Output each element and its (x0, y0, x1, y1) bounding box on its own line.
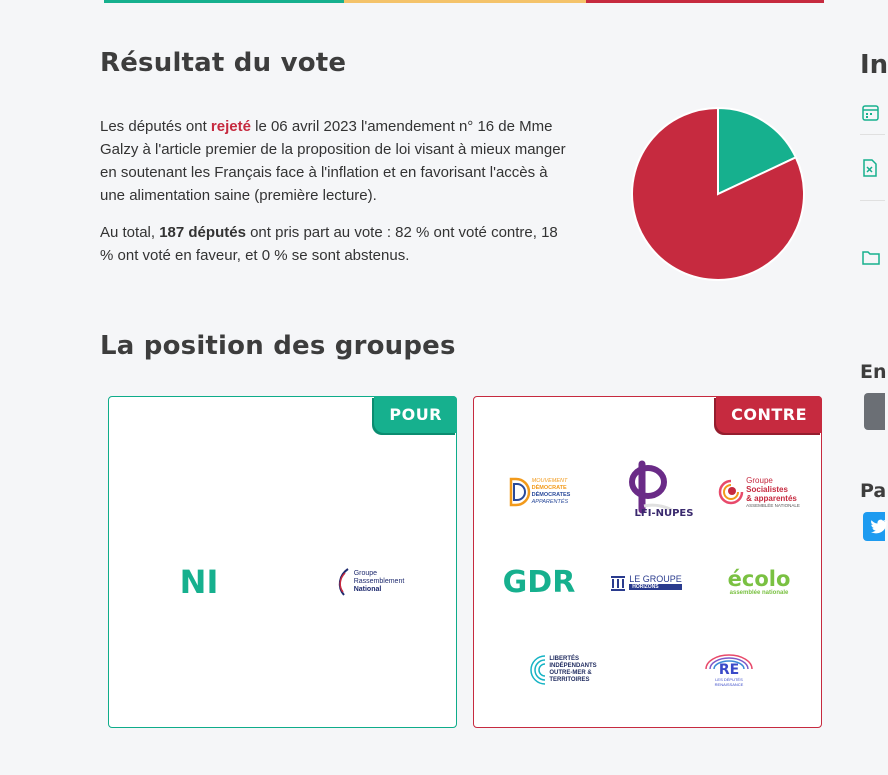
folder-icon (862, 250, 880, 265)
sidebar-title: In (860, 50, 888, 80)
group-logo-socialistes[interactable]: Groupe Socialistes & apparentés ASSEMBLÉE NATIONALE (714, 469, 804, 515)
sidebar-divider (860, 134, 885, 135)
liot-arc-icon (531, 654, 547, 686)
group-logo-ni[interactable]: NI (179, 563, 219, 601)
twitter-icon (871, 519, 887, 533)
sidebar-divider (860, 200, 885, 201)
vote-summary: Les députés ont rejeté le 06 avril 2023 l'amendement n° 16 de Mme Galzy à l'article premier de la proposition de loi visant à mieux manger en soutenant les Français face à l'inflation et en favorisant l'accès à une alimentation saine (première lecture). (100, 118, 566, 204)
contre-card (473, 396, 822, 728)
rn-flame-icon (334, 567, 352, 597)
participant-count: 187 députés (159, 224, 246, 241)
horizons-building-icon (610, 573, 626, 591)
group-logo-liot[interactable]: LIBERTÉS INDÉPENDANTS OUTRE-MER & TERRITOIRES (519, 647, 609, 693)
group-logo-ecolo[interactable]: écolo assemblée nationale (727, 567, 791, 596)
group-logo-gdr[interactable]: GDR (502, 564, 576, 600)
file-close-icon (862, 159, 878, 177)
rose-icon (718, 479, 744, 505)
twitter-share-button[interactable] (863, 512, 885, 541)
group-logo-renaissance[interactable]: RE LES DÉPUTÉS RENAISSANCE (694, 642, 764, 698)
contre-badge: CONTRE (716, 396, 822, 433)
groups-position-title: La position des groupes (100, 331, 456, 361)
group-logo-modem[interactable]: MOUVEMENT DÉMOCRATE DÉMOCRATES APPARENTÉS (499, 467, 579, 517)
vote-bar-contre (586, 0, 824, 3)
modem-d-icon (508, 476, 530, 508)
sidebar-share-title: Pa (860, 480, 887, 502)
vote-bar-abstention (344, 0, 586, 3)
vote-participation: Au total, 187 députés ont pris part au vote : 82 % ont voté contre, 18 % ont voté en faveur, et 0 % se sont abstenus. (100, 224, 558, 264)
vote-bar-pour (104, 0, 344, 3)
vote-result-title: Résultat du vote (100, 48, 347, 78)
sidebar-section-title: En (860, 361, 887, 383)
sidebar-button[interactable] (864, 393, 885, 430)
pour-card (108, 396, 457, 728)
vote-outcome: rejeté (210, 118, 251, 135)
group-logo-lfi[interactable]: LFI-NUPES (604, 452, 694, 527)
group-logo-rn[interactable]: Groupe Rassemblement National (319, 557, 419, 607)
calendar-icon (862, 104, 879, 121)
pour-badge: POUR (374, 396, 457, 433)
lfi-phi-icon (624, 460, 674, 512)
group-logo-horizons[interactable]: LE GROUPE HORIZONS (606, 562, 686, 602)
vote-bar (104, 0, 824, 3)
vote-pie-chart (630, 106, 806, 282)
